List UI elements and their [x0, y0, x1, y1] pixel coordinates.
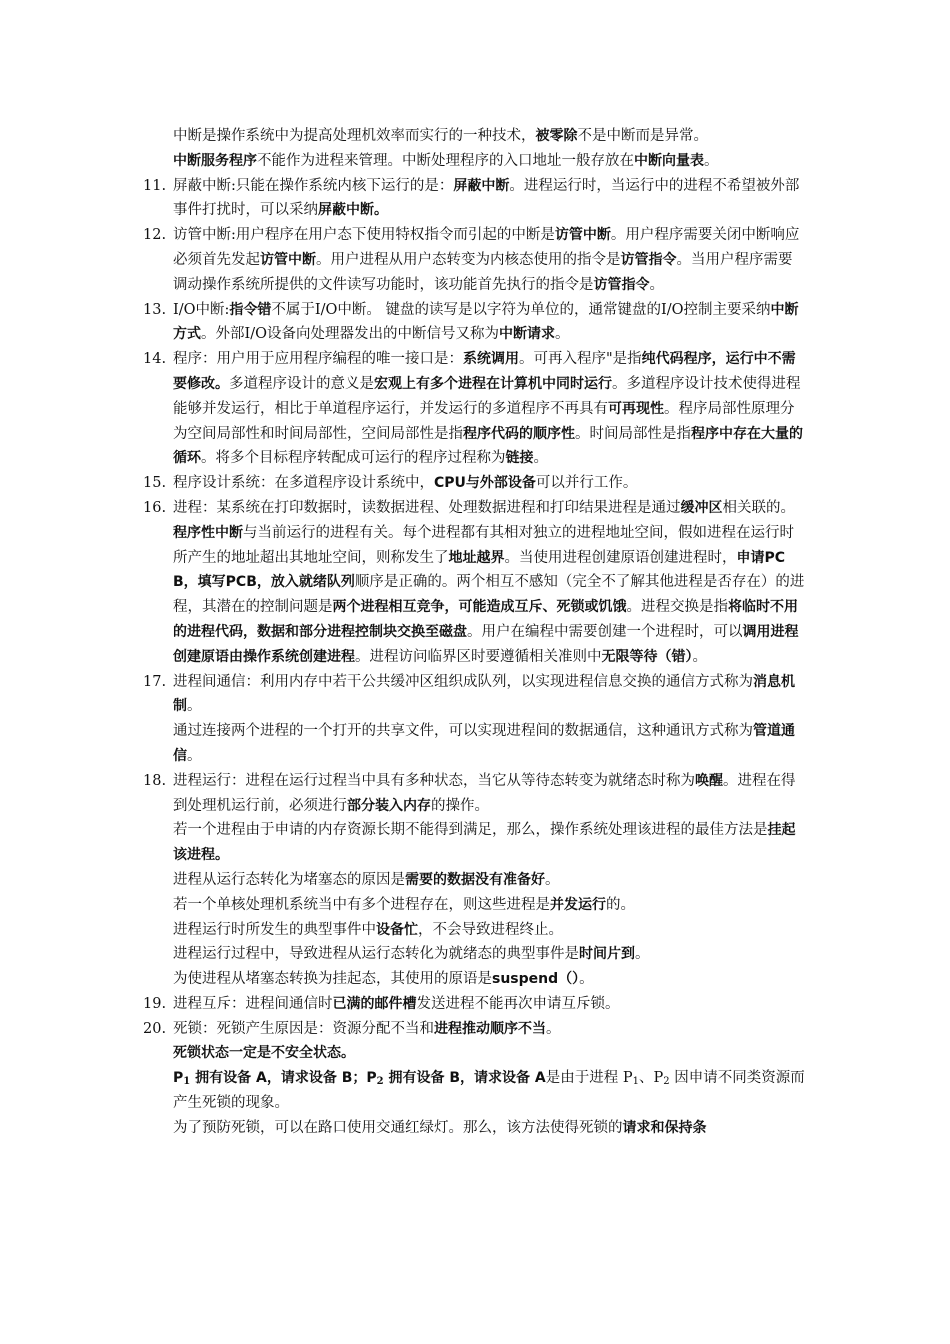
- body-text: 顺序是正确的。两个相互不感知（完全不了解其他进程是否存在）的进程，其潜在的控制问题是: [173, 574, 805, 616]
- body-text: 。用户程序需要关闭中断响应必须首先发起: [173, 227, 800, 268]
- emphasis-text: 调用进程创建原语由操作系统创建进程: [173, 623, 799, 665]
- body-text: 进程从运行态转化为堵塞态的原因是: [173, 871, 405, 888]
- body-text: 。多道程序设计技术使得进程能够并发运行，相比于单道程序运行，并发运行的多道程序不再具有: [173, 375, 801, 417]
- body-text: 。: [555, 326, 570, 343]
- paragraph: [0, 1017, 805, 1042]
- body-text: 。当用户程序需要调动操作系统所提供的文件读写功能时，该功能首先执行的指令是: [173, 251, 793, 293]
- body-text: ，不会导致进程终止。: [418, 921, 563, 938]
- body-text: 是由于进程 P: [545, 1070, 633, 1087]
- body-text: 。时间局部性是指: [575, 425, 691, 442]
- body-text: 。进程交换是指: [626, 599, 728, 616]
- paragraph: [0, 942, 805, 967]
- paragraph: [0, 1041, 805, 1066]
- paragraph: [0, 471, 805, 496]
- body-text: 。: [533, 450, 548, 467]
- emphasis-text: 申请PCB，填写PCB，放入就绪队列: [173, 549, 786, 591]
- paragraph: [0, 1116, 805, 1141]
- paragraph: [0, 496, 805, 670]
- emphasis-text: 拥有设备 B，请求设备 A: [383, 1070, 546, 1087]
- body-text: 。: [187, 747, 202, 764]
- body-text: 。: [692, 648, 707, 665]
- body-text: 为了预防死锁，可以在路口使用交通红绿灯。那么，该方法使得死锁的: [173, 1119, 623, 1136]
- body-text: 、P: [638, 1070, 664, 1087]
- list-number: 16.: [143, 499, 167, 516]
- body-text: 相关联的。: [722, 499, 795, 516]
- subscript: 2: [376, 1076, 384, 1088]
- body-text: 。: [545, 871, 560, 888]
- body-text: 。进程访问临界区时要遵循相关准则中: [355, 648, 602, 665]
- emphasis-text: 将临时不用的进程代码，数据和部分进程控制块交换至磁盘: [173, 599, 798, 640]
- emphasis-text: 并发运行: [550, 896, 606, 913]
- body-text: 为使进程从堵塞态转换为挂起态，其使用的原语是: [173, 971, 492, 988]
- emphasis-text: 程序性中断: [173, 524, 243, 541]
- list-number: 19.: [143, 995, 167, 1012]
- body-text: 不属于I/O中断。 键盘的读写是以字符为单位的，通常键盘的I/O控制主要采纳: [271, 301, 771, 318]
- body-text: 死锁：死锁产生原因是：资源分配不当和: [173, 1020, 434, 1037]
- emphasis-text: 请求和保持条: [622, 1119, 707, 1136]
- emphasis-text: 死锁状态一定是不安全状态。: [173, 1045, 355, 1062]
- emphasis-text: 中断服务程序: [173, 152, 257, 169]
- body-text: 若一个进程由于申请的内存资源长期不能得到满足，那么，操作系统处理该进程的最佳方法是: [173, 822, 768, 839]
- emphasis-text: 进程推动顺序不当: [434, 1020, 546, 1037]
- emphasis-text: 拥有设备 A，请求设备 B；P: [190, 1070, 377, 1087]
- body-text: 。: [649, 276, 664, 293]
- list-number: 20.: [143, 1020, 167, 1037]
- body-text: 进程运行：进程在运行过程当中具有多种状态，当它从等待态转变为就绪态时称为: [173, 772, 695, 789]
- body-text: 多道程序设计的意义是: [229, 375, 374, 392]
- body-text: I/O中断:: [173, 301, 230, 318]
- body-text: 。当使用进程创建原语创建进程时，: [504, 549, 737, 566]
- emphasis-text: 指令错: [229, 301, 272, 318]
- emphasis-text: 中断请求: [499, 326, 555, 343]
- body-text: 若一个单核处理机系统当中有多个进程存在，则这些进程是: [173, 896, 550, 913]
- body-text: 。外部I/O设备向处理器发出的中断信号又称为: [201, 326, 499, 343]
- emphasis-text: 消息机制: [173, 673, 795, 715]
- emphasis-text: 设备忙: [376, 921, 418, 938]
- emphasis-text: 屏蔽中断。: [318, 202, 388, 219]
- subscript: 2: [663, 1076, 670, 1088]
- emphasis-text: 挂起该进程。: [173, 822, 796, 864]
- paragraph: [0, 347, 805, 471]
- paragraph: [0, 223, 805, 297]
- emphasis-text: 无限等待（错）: [601, 648, 693, 665]
- emphasis-text: CPU与外部设备: [434, 475, 536, 492]
- paragraph: [0, 298, 805, 348]
- list-number: 11.: [143, 177, 167, 194]
- emphasis-text: suspend（）: [492, 971, 580, 988]
- body-text: 不能作为进程来管理。中断处理程序的入口地址一般存放在: [257, 152, 634, 169]
- body-text: 的操作。: [431, 797, 489, 814]
- body-text: 。可再入程序"是指: [519, 351, 642, 368]
- subscript: 1: [183, 1076, 191, 1088]
- body-text: 进程：某系统在打印数据时，读数据进程、处理数据进程和打印结果进程是通过: [173, 499, 681, 516]
- body-text: 。: [579, 971, 594, 988]
- list-number: 12.: [143, 227, 167, 244]
- emphasis-text: 纯代码程序，运行中不需要修改。: [173, 351, 796, 392]
- body-text: 。用户在编程中需要创建一个进程时，可以: [467, 623, 743, 640]
- paragraph: [0, 1066, 805, 1116]
- list-number: 15.: [143, 475, 167, 492]
- body-text: 。: [635, 946, 650, 963]
- emphasis-text: 需要的数据没有准备好: [405, 871, 545, 888]
- emphasis-text: 部分装入内存: [347, 797, 431, 814]
- paragraph: [0, 992, 805, 1017]
- emphasis-text: 系统调用: [463, 351, 519, 368]
- body-text: 。: [546, 1020, 561, 1037]
- body-text: 。进程在得到处理机运行前，必须进行: [173, 772, 796, 814]
- document-body: [0, 124, 950, 1141]
- emphasis-text: 可再现性: [608, 400, 664, 417]
- emphasis-text: 时间片到: [579, 946, 635, 963]
- list-number: 18.: [143, 772, 167, 789]
- emphasis-text: 被零除: [535, 128, 578, 144]
- body-text: 。: [187, 698, 202, 715]
- subscript: 1: [632, 1076, 639, 1088]
- emphasis-text: P: [173, 1070, 184, 1087]
- emphasis-text: 程序代码的顺序性: [463, 425, 575, 442]
- body-text: 进程运行过程中，导致进程从运行态转化为就绪态的典型事件是: [173, 946, 579, 963]
- emphasis-text: 缓冲区: [680, 499, 723, 516]
- body-text: 发送进程不能再次申请互斥锁。: [416, 995, 620, 1012]
- body-text: 。: [704, 152, 719, 169]
- paragraph: [0, 818, 805, 868]
- body-text: 。将多个目标程序转配成可运行的程序过程称为: [201, 450, 506, 467]
- body-text: 程序：用户用于应用程序编程的唯一接口是：: [173, 351, 463, 368]
- emphasis-text: 已满的邮件槽: [332, 995, 417, 1012]
- paragraph: [0, 174, 805, 224]
- paragraph: [0, 868, 805, 893]
- paragraph: [0, 967, 805, 992]
- body-text: 。用户进程从用户态转变为内核态使用的指令是: [316, 251, 621, 268]
- list-number: 14.: [143, 351, 167, 368]
- paragraph: [0, 670, 805, 720]
- emphasis-text: 唤醒: [695, 772, 723, 789]
- body-text: 进程间通信：利用内存中若干公共缓冲区组织成队列，以实现进程信息交换的通信方式称为: [173, 673, 753, 690]
- emphasis-text: 程序中存在大量的循环: [173, 425, 803, 467]
- body-text: 进程互斥：进程间通信时: [173, 995, 333, 1012]
- emphasis-text: 管道通信: [173, 723, 795, 764]
- emphasis-text: 地址越界: [448, 549, 505, 566]
- body-text: 与当前运行的进程有关。每个进程都有其相对独立的进程地址空间，假如进程在运行时所产生的地址超出其地址空间，则称发生了: [173, 524, 794, 566]
- body-text: 程序设计系统：在多道程序设计系统中，: [173, 475, 434, 492]
- paragraph: [0, 719, 805, 769]
- paragraph: [0, 149, 805, 174]
- emphasis-text: 两个进程相互竞争，可能造成互斥、死锁或饥饿: [332, 599, 627, 616]
- emphasis-text: 链接: [505, 450, 534, 467]
- body-text: 中断是操作系统中为提高处理机效率而实行的一种技术，: [173, 128, 536, 144]
- emphasis-text: 访管指令: [620, 251, 677, 268]
- paragraph: [0, 893, 805, 918]
- emphasis-text: 中断方式: [173, 301, 799, 343]
- paragraph: [0, 769, 805, 819]
- body-text: 。进程运行时，当运行中的进程不希望被外部事件打扰时，可以采纳: [173, 177, 800, 219]
- emphasis-text: 宏观上有多个进程在计算机中同时运行: [374, 375, 612, 392]
- emphasis-text: 访管中断: [260, 251, 316, 268]
- emphasis-text: 屏蔽中断: [453, 177, 510, 194]
- emphasis-text: 中断向量表: [634, 152, 704, 169]
- body-text: 访管中断:用户程序在用户态下使用特权指令而引起的中断是: [173, 227, 555, 244]
- body-text: 通过连接两个进程的一个打开的共享文件，可以实现进程间的数据通信，这种通讯方式称为: [173, 723, 753, 740]
- body-text: 屏蔽中断:只能在操作系统内核下运行的是：: [173, 177, 454, 194]
- body-text: 的。: [606, 896, 635, 913]
- emphasis-text: 访管指令: [593, 276, 650, 293]
- body-text: 可以并行工作。: [535, 475, 638, 492]
- body-text: 进程运行时所发生的典型事件中: [173, 921, 376, 938]
- body-text: 。程序局部性原理分为空间局部性和时间局部性，空间局部性是指: [173, 400, 795, 442]
- list-number: 17.: [143, 673, 167, 690]
- body-text: 不是中断而是异常。: [577, 128, 708, 144]
- paragraph: [0, 918, 805, 943]
- paragraph: [0, 124, 805, 149]
- list-number: 13.: [143, 301, 167, 318]
- body-text: 因申请不同类资源而产生死锁的现象。: [173, 1070, 805, 1112]
- emphasis-text: 访管中断: [554, 227, 611, 244]
